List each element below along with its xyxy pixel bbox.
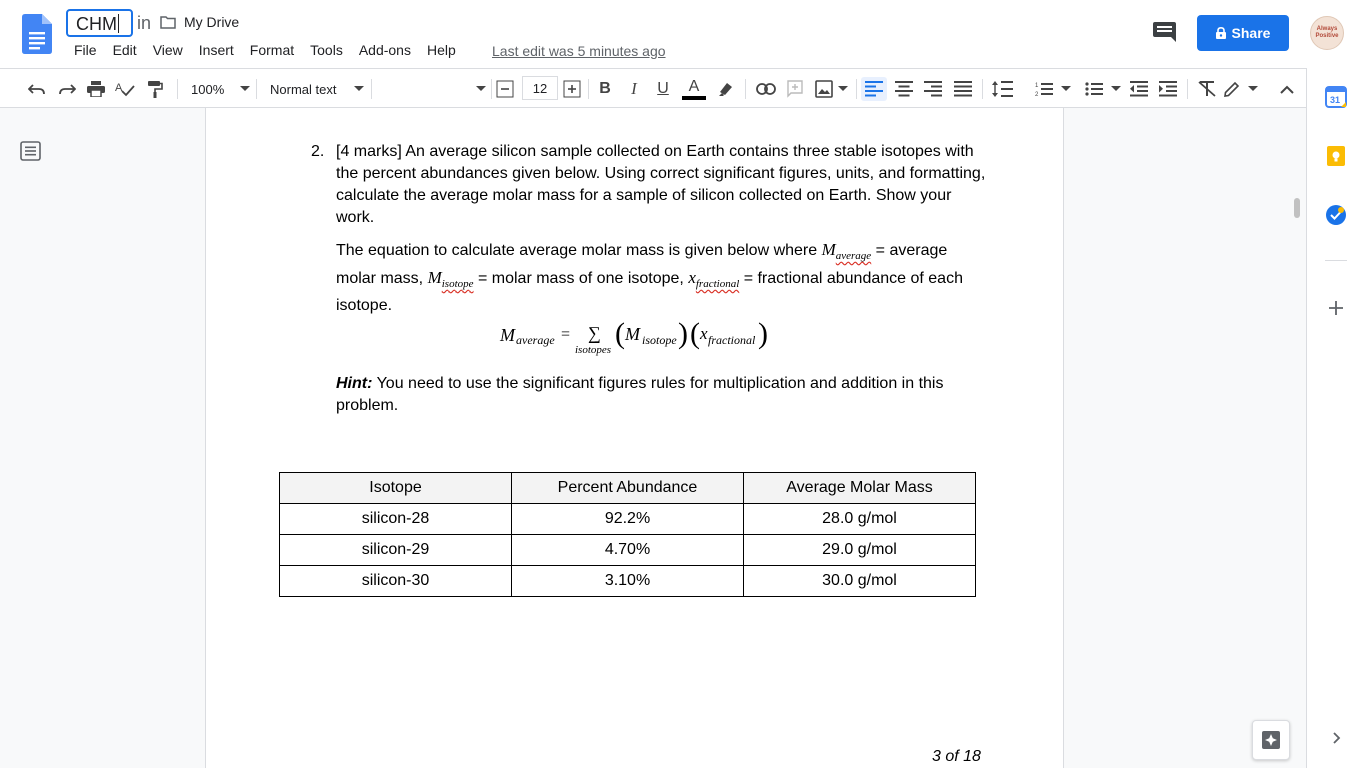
isotope-table[interactable] (279, 472, 976, 597)
increase-indent-icon[interactable] (1157, 77, 1179, 101)
align-center-icon[interactable] (893, 77, 915, 101)
menu-view[interactable]: View (152, 42, 183, 58)
scrollbar-thumb[interactable] (1294, 198, 1300, 218)
avatar-text: Always Positive (1315, 26, 1339, 39)
style-value: Normal text (270, 81, 337, 97)
formula-sigma: ∑ (588, 323, 601, 343)
formatting-toolbar (0, 68, 1365, 108)
align-left-icon[interactable] (861, 77, 887, 101)
chevron-down-icon (354, 86, 364, 92)
menu-help[interactable]: Help (426, 42, 456, 58)
zoom-select[interactable] (186, 77, 250, 101)
paragraph-style-select[interactable] (264, 77, 364, 101)
formula-x: x (700, 324, 708, 343)
explore-button[interactable] (1252, 720, 1290, 760)
document-outline-icon[interactable] (20, 141, 41, 161)
top-bar (0, 0, 1365, 68)
justify-icon[interactable] (952, 77, 974, 101)
chevron-down-icon (838, 86, 848, 92)
chevron-down-icon (1111, 86, 1121, 92)
explore-icon (1261, 730, 1281, 750)
hide-menus-icon[interactable] (1276, 77, 1298, 101)
svg-text:1: 1 (1035, 83, 1039, 89)
increase-font-size-button[interactable] (561, 77, 583, 101)
undo-icon[interactable] (26, 77, 48, 101)
table-cell: 30.0 g/mol (744, 566, 976, 597)
formula-sigma-sub: isotopes (575, 344, 612, 356)
bulleted-list-button[interactable] (1082, 77, 1124, 101)
table-cell: silicon-30 (280, 566, 512, 597)
formula-lhs-sub: average (516, 333, 555, 347)
table-cell: silicon-28 (280, 504, 512, 535)
hint-text: You need to use the significant figures rules for multiplication and addition in this problem. (336, 375, 944, 414)
bulleted-list-icon (1085, 81, 1103, 97)
table-row (280, 535, 976, 566)
add-addon-icon[interactable] (1325, 297, 1349, 321)
font-size-input[interactable]: 12 (522, 76, 558, 100)
line-spacing-icon[interactable] (990, 77, 1014, 101)
spellcheck-icon[interactable] (114, 77, 136, 101)
decrease-indent-icon[interactable] (1128, 77, 1150, 101)
table-cell: 3.10% (512, 566, 744, 597)
paint-format-icon[interactable] (144, 77, 166, 101)
formula-m: M (625, 324, 640, 344)
formula-m-sub: isotope (642, 333, 677, 347)
print-icon[interactable] (85, 77, 107, 101)
numbered-list-icon (1035, 81, 1053, 97)
formula-lhs-m: M (500, 325, 515, 345)
chevron-down-icon (1061, 86, 1071, 92)
folder-icon[interactable] (160, 15, 176, 29)
keep-icon[interactable] (1325, 145, 1349, 169)
insert-link-icon[interactable] (754, 77, 778, 101)
avatar[interactable] (1310, 16, 1344, 50)
chevron-down-icon (476, 86, 486, 92)
page-number: 3 of 18 (932, 748, 981, 765)
side-divider (1325, 260, 1347, 261)
font-select[interactable] (376, 77, 486, 101)
zoom-value: 100% (191, 81, 225, 97)
title-in-label: in (137, 13, 152, 33)
decrease-font-size-button[interactable] (494, 77, 516, 101)
formula-equals: = (561, 326, 571, 343)
clear-formatting-icon[interactable] (1196, 77, 1218, 101)
formula-x-sub: fractional (708, 333, 756, 347)
italic-button[interactable]: I (631, 79, 637, 98)
chevron-down-icon (1248, 86, 1258, 92)
table-cell: silicon-29 (280, 535, 512, 566)
chevron-down-icon (240, 86, 250, 92)
table-header-cell: Average Molar Mass (744, 473, 976, 504)
folder-name[interactable]: My Drive (184, 14, 240, 30)
menu-file[interactable]: File (74, 42, 97, 58)
menu-bar (66, 41, 464, 63)
menu-edit[interactable]: Edit (112, 42, 137, 58)
text-color-icon: A (688, 77, 700, 95)
docs-logo-icon[interactable] (22, 14, 52, 54)
side-panel (1306, 68, 1365, 768)
question-text: [4 marks] An average silicon sample collected on Earth contains three stable isotopes with the percent abundances given below. Using correct significant figures, units, and formatting, calculate the average molar mass for a sample of silicon collected on Earth. Show your work. (336, 143, 986, 226)
chevron-right-icon[interactable] (1325, 727, 1349, 751)
tasks-icon[interactable] (1325, 204, 1349, 228)
highlight-color-icon[interactable] (715, 77, 737, 101)
text-color-button[interactable] (681, 77, 707, 101)
editing-mode-button[interactable] (1222, 77, 1260, 101)
numbered-list-button[interactable] (1032, 77, 1074, 101)
underline-button[interactable]: U (657, 80, 669, 97)
share-label: Share (1231, 25, 1271, 41)
table-header-cell: Isotope (280, 473, 512, 504)
comment-history-icon[interactable] (1152, 20, 1178, 44)
redo-icon[interactable] (56, 77, 78, 101)
align-right-icon[interactable] (922, 77, 944, 101)
table-cell: 29.0 g/mol (744, 535, 976, 566)
document-title-input[interactable]: CHM (66, 9, 133, 37)
hint-label: Hint: (336, 375, 373, 392)
hint-paragraph (336, 373, 991, 417)
insert-image-button[interactable] (813, 77, 849, 101)
document-page[interactable]: 2. [4 marks] An average silicon sample collected on Earth contains three stable isotopes with the percent abundances given below. Using correct significant figures, units, and formatting, calculate the average molar mass for a sample of silicon collected on Earth. Show your work. The equation to calculate average molar mass is given below where $M_{average}$ = average molar mass, $M_{isotope}$ = molar mass of one isotope, $x_{fractional}$ = fractional abundance of each isotope. M average = ∑ isotopes ( M isotope ) ( x fractional ) Hint: You need to use the significant figures rules for multiplication and addition in this problem. Isotope Percent Abundance Average Molar Mass silicon-28 92.2% 28.0 g/mol silicon-29 4.70% 29.0 g/mol silicon-30 3.10% 30.0 g/mol 3 of 18 (205, 108, 1064, 768)
image-icon (815, 80, 833, 98)
pencil-icon (1224, 81, 1240, 97)
bold-button[interactable]: B (599, 80, 611, 97)
menu-add-ons[interactable]: Add-ons (358, 42, 411, 58)
share-button[interactable] (1197, 15, 1289, 51)
table-cell: 28.0 g/mol (744, 504, 976, 535)
table-cell: 92.2% (512, 504, 744, 535)
menu-format[interactable]: Format (249, 42, 295, 58)
table-row (280, 566, 976, 597)
menu-tools[interactable]: Tools (310, 42, 343, 58)
lock-icon (1216, 27, 1226, 39)
question-number: 2. (311, 143, 325, 160)
table-header-row (280, 473, 976, 504)
table-cell: 4.70% (512, 535, 744, 566)
table-header-cell: Percent Abundance (512, 473, 744, 504)
svg-text:A: A (115, 82, 123, 94)
add-comment-icon[interactable] (784, 77, 806, 101)
svg-text:31: 31 (1330, 95, 1341, 105)
menu-insert[interactable]: Insert (198, 42, 234, 58)
table-row (280, 504, 976, 535)
last-edit-link[interactable]: Last edit was 5 minutes ago (492, 43, 666, 59)
equation-description: The equation to calculate average molar mass is given below where $M_{average}$ = average molar mass, $M_{isotope}$ = molar mass of one isotope, $x_{fractional}$ = fractional abundance of each isotope. (336, 240, 963, 314)
svg-text:2: 2 (1035, 92, 1039, 97)
calendar-icon[interactable] (1325, 86, 1349, 110)
